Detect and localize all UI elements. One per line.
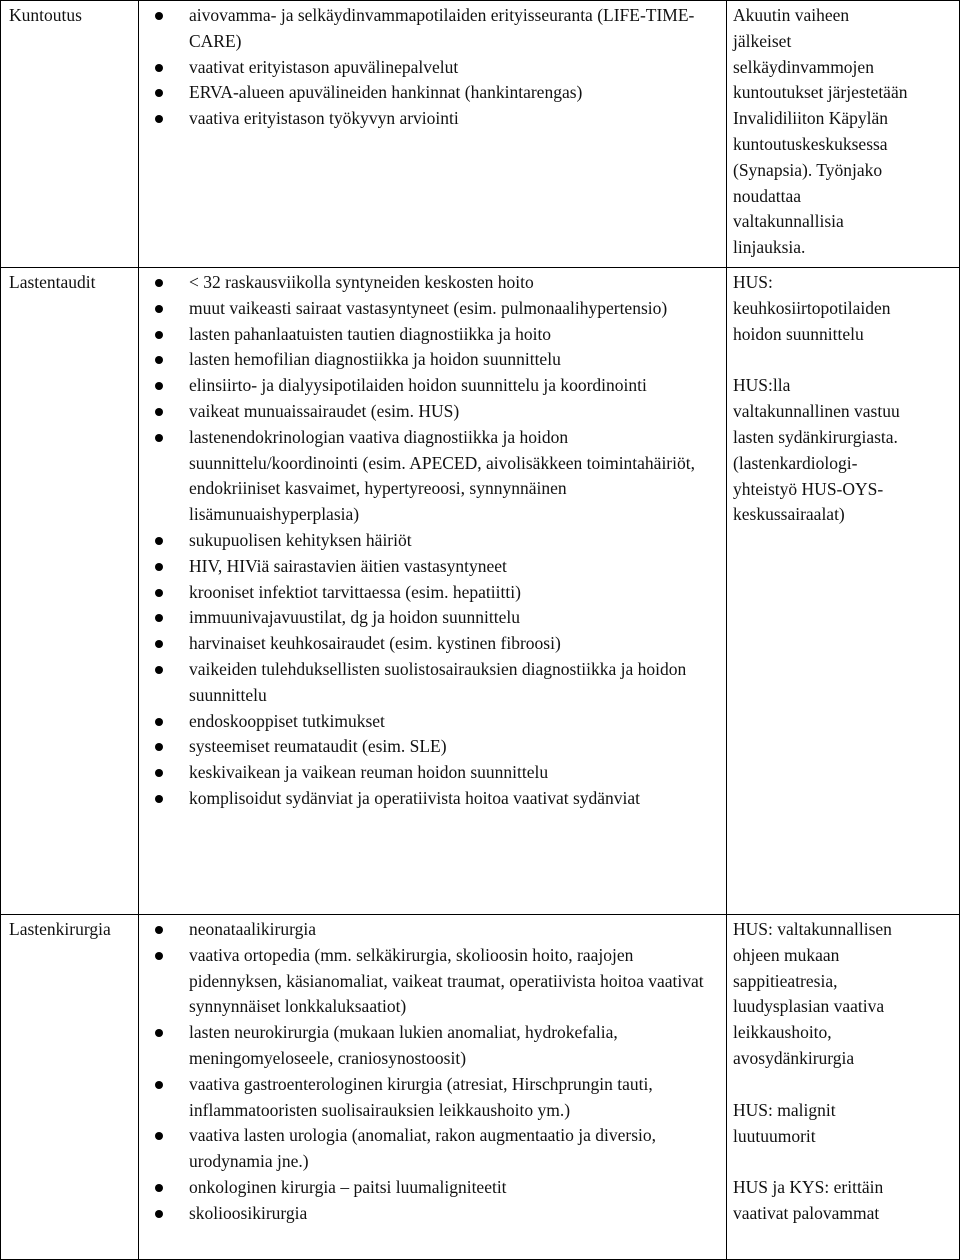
- bullet-icon: [155, 952, 163, 960]
- list-item: endoskooppiset tutkimukset: [145, 709, 722, 735]
- bullet-icon: [155, 795, 163, 803]
- bullet-icon: [155, 115, 163, 123]
- list-item: neonataalikirurgia: [145, 917, 722, 943]
- bullet-icon: [155, 1029, 163, 1037]
- note-text: HUS ja KYS: erittäin vaativat palovammat: [733, 1177, 884, 1224]
- bullet-icon: [155, 305, 163, 313]
- items-cell: [139, 267, 727, 914]
- bullet-icon: [155, 434, 163, 442]
- bullet-icon: [155, 537, 163, 545]
- bullet-icon: [155, 718, 163, 726]
- bullet-icon: [155, 356, 163, 364]
- list-item: ERVA-alueen apuvälineiden hankinnat (hankintarengas): [145, 80, 722, 106]
- bullet-icon: [155, 614, 163, 622]
- items-cell: [139, 1, 727, 268]
- bullet-icon: [155, 666, 163, 674]
- item-list: [145, 270, 722, 812]
- note-text: HUS: valtakunnallisen ohjeen mukaan sappitieatresia, luudysplasian vaativa leikkaushoito, avosydänkirurgia: [733, 918, 892, 1068]
- list-item: vaativat erityistason apuvälinepalvelut: [145, 55, 722, 81]
- bullet-icon: [155, 769, 163, 777]
- bullet-icon: [155, 89, 163, 97]
- list-item: aivovamma- ja selkäydinvammapotilaiden erityisseuranta (LIFE-TIME-CARE): [145, 3, 722, 55]
- bullet-icon: [155, 926, 163, 934]
- item-list: [145, 917, 722, 1227]
- notes-cell: [727, 1, 960, 268]
- list-item: lasten pahanlaatuisten tautien diagnostiikka ja hoito: [145, 322, 722, 348]
- notes-cell: [727, 914, 960, 1259]
- notes-cell: [727, 267, 960, 914]
- specialty-name: Lastentaudit: [9, 271, 96, 292]
- note-text: HUS: keuhkosiirtopotilaiden hoidon suunnittelu: [733, 271, 891, 344]
- table-row: [1, 914, 960, 1259]
- list-item: keskivaikean ja vaikean reuman hoidon suunnittelu: [145, 760, 722, 786]
- list-item: vaativa lasten urologia (anomaliat, rakon augmentaatio ja diversio, urodynamia jne.): [145, 1123, 722, 1175]
- list-item: immuunivajavuustilat, dg ja hoidon suunnittelu: [145, 605, 722, 631]
- list-item: komplisoidut sydänviat ja operatiivista hoitoa vaativat sydänviat: [145, 786, 722, 812]
- item-list: [145, 3, 722, 132]
- note-text: HUS: malignit luutuumorit: [733, 1099, 836, 1146]
- list-item: krooniset infektiot tarvittaessa (esim. hepatiitti): [145, 580, 722, 606]
- specialty-name: Kuntoutus: [9, 5, 82, 25]
- bullet-icon: [155, 279, 163, 287]
- bullet-icon: [155, 382, 163, 390]
- list-item: < 32 raskausviikolla syntyneiden keskosten hoito: [145, 270, 722, 296]
- bullet-icon: [155, 1132, 163, 1140]
- list-item: harvinaiset keuhkosairaudet (esim. kystinen fibroosi): [145, 631, 722, 657]
- bullet-icon: [155, 408, 163, 416]
- list-item: onkologinen kirurgia – paitsi luumaligniteetit: [145, 1175, 722, 1201]
- specialty-cell: [1, 267, 139, 914]
- list-item: lasten hemofilian diagnostiikka ja hoidon suunnittelu: [145, 347, 722, 373]
- list-item: lasten neurokirurgia (mukaan lukien anomaliat, hydrokefalia, meningomyeloseele, craniosynostoosit): [145, 1020, 722, 1072]
- bullet-icon: [155, 640, 163, 648]
- list-item: vaikeiden tulehduksellisten suolistosairauksien diagnostiikka ja hoidon suunnittelu: [145, 657, 722, 709]
- list-item: skolioosikirurgia: [145, 1201, 722, 1227]
- specialty-cell: [1, 914, 139, 1259]
- bullet-icon: [155, 589, 163, 597]
- table-row: [1, 267, 960, 914]
- bullet-icon: [155, 743, 163, 751]
- specialty-name: Lastenkirurgia: [9, 918, 111, 939]
- specialty-cell: [1, 1, 139, 268]
- items-cell: [139, 914, 727, 1259]
- bullet-icon: [155, 1184, 163, 1192]
- bullet-icon: [155, 1081, 163, 1089]
- list-item: muut vaikeasti sairaat vastasyntyneet (esim. pulmonaalihypertensio): [145, 296, 722, 322]
- note-text: Akuutin vaiheen jälkeiset selkäydinvammojen kuntoutukset järjestetään Invalidiliiton Käpylän kuntoutuskeskuksessa (Synapsia). Työnjako noudattaa valtakunnallisia linjauksia.: [733, 5, 908, 258]
- bullet-icon: [155, 563, 163, 571]
- list-item: lastenendokrinologian vaativa diagnostiikka ja hoidon suunnittelu/koordinointi (esim. APECED, aivolisäkkeen toimintahäiriöt, endokriiniset kasvaimet, hypertyreoosi, synnynnäinen lisämunuaishyperplasia): [145, 425, 722, 528]
- list-item: systeemiset reumataudit (esim. SLE): [145, 734, 722, 760]
- list-item: sukupuolisen kehityksen häiriöt: [145, 528, 722, 554]
- table-row: [1, 1, 960, 268]
- bullet-icon: [155, 1210, 163, 1218]
- list-item: HIV, HIViä sairastavien äitien vastasyntyneet: [145, 554, 722, 580]
- list-item: vaikeat munuaissairaudet (esim. HUS): [145, 399, 722, 425]
- list-item: vaativa ortopedia (mm. selkäkirurgia, skolioosin hoito, raajojen pidennyksen, käsianomaliat, vaikeat traumat, operatiivista hoitoa vaativat synnynnäiset lonkkaluksaatiot): [145, 943, 722, 1020]
- list-item: vaativa gastroenterologinen kirurgia (atresiat, Hirschprungin tauti, inflammatooristen suolisairauksien leikkaushoito ym.): [145, 1072, 722, 1124]
- list-item: elinsiirto- ja dialyysipotilaiden hoidon suunnittelu ja koordinointi: [145, 373, 722, 399]
- bullet-icon: [155, 12, 163, 20]
- bullet-icon: [155, 64, 163, 72]
- note-text: HUS:lla valtakunnallinen vastuu lasten sydänkirurgiasta. (lastenkardiologi- yhteistyö HUS-OYS- keskussairaalat): [733, 375, 900, 525]
- list-item: vaativa erityistason työkyvyn arviointi: [145, 106, 722, 132]
- bullet-icon: [155, 331, 163, 339]
